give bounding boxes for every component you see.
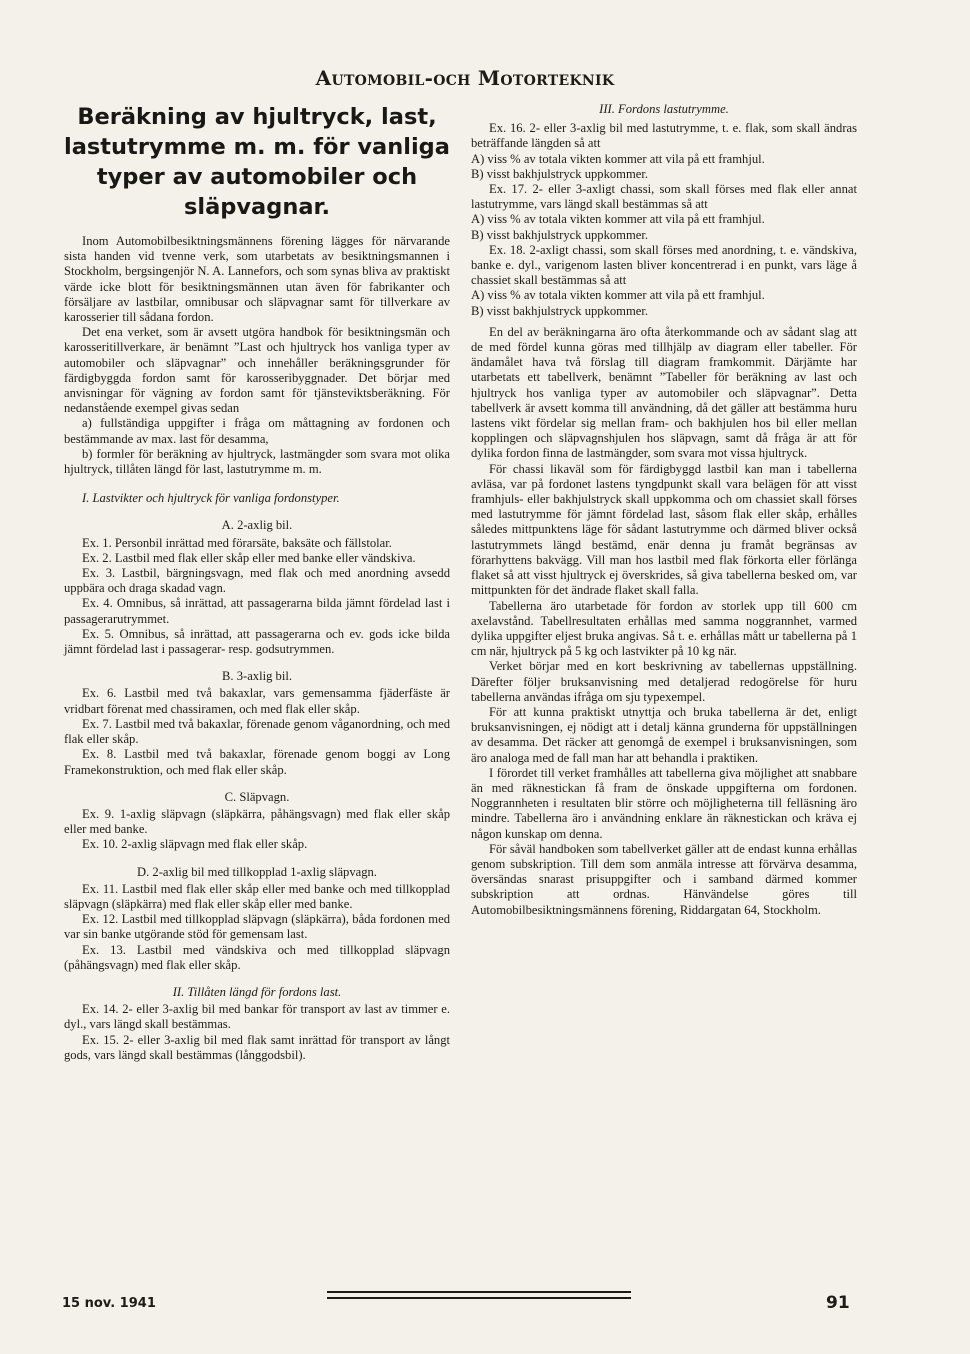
group-heading: D. 2-axlig bil med tillkopplad 1-axlig släpvagn.	[137, 864, 377, 879]
example-option: B) visst bakhjulstryck uppkommer.	[471, 227, 649, 242]
example-item: Ex. 2. Lastbil med flak eller skåp eller med banke eller vändskiva.	[82, 550, 416, 565]
article-title: Beräkning av hjultryck, last, lastutrymme m. m. för vanliga typer av automobiler och släpvagnar.	[64, 104, 450, 220]
example-item: Ex. 5. Omnibus, så inrättad, att passagerarna och ev. gods icke bilda jämnt fördelad last i passagerar- resp. godsutrymmen.	[64, 626, 450, 657]
intro-paragraph: Inom Automobilbesiktningsmännens förening lägges för närvarande sista handen vid tvenne verk, som utarbetats av besiktningsmannen i Stockholm, bergsingenjör N. A. Lannefors, och som synas bliva av praktiskt värde icke blott för besiktningsmännen utan även för fabrikanter och försäljare av lastbilar, omnibusar och släpvagnar samt för tillverkare av karosserier till sådana fordon.	[64, 234, 450, 325]
example-item: Ex. 18. 2-axligt chassi, som skall förses med anordning, t. e. vändskiva, banke e. dyl., varigenom lasten bliver koncentrerad i en punkt, vars läge å chassiet skall bestämmas så att	[471, 242, 857, 288]
footer-rule	[327, 1297, 631, 1299]
body-paragraph: En del av beräkningarna äro ofta återkommande och av sådant slag att de med fördel kunna göras med tillhjälp av diagram eller tabeller. För ändamålet hava två förslag till diagram framkommit. Därjämte har utarbetats ett tabellverk, benämnt ”Tabeller för beräkning av last och hjultryck hos vanliga typer av automobiler och släpvagnar”. Detta tabellverk är avsett komma till användning, då det gäller att bestämma huru lastens vikt fördelar sig mellan fram- och bakhjulen hos bil eller mellan kopplingen och släpvagnshjulen hos släpvagn, samt då fråga är att för dylika fordon finna de lastmängder, som svara mot vissa hjultryck.	[471, 324, 857, 461]
example-item: Ex. 15. 2- eller 3-axlig bil med flak samt inrättad för transport av långt gods, vars längd skall bestämmas (långgodsbil).	[64, 1032, 450, 1062]
group-heading: A. 2-axlig bil.	[221, 518, 293, 533]
section-heading: III. Fordons lastutrymme.	[599, 102, 729, 116]
section-heading: I. Lastvikter och hjultryck för vanliga fordonstyper.	[82, 491, 340, 506]
example-option: A) viss % av totala vikten kommer att vila på ett framhjul.	[471, 212, 765, 227]
intro-paragraph: Det ena verket, som är avsett utgöra handbok för besiktningsmän och karosseritillverkare, är benämnt ”Last och hjultryck hos vanliga typer av automobiler och släpvagnar” och innehåller beräkningsgrunder för färdigbyggda fordon samt för karosseribyggnader. Det börjar med anvisningar för vägning av fordon samt för tjänsteviktsberäkning. För nedanstående exempel givas sedan	[64, 325, 450, 416]
group-heading: B. 3-axlig bil.	[222, 669, 292, 684]
example-option: B) visst bakhjulstryck uppkommer.	[471, 166, 649, 181]
example-item: Ex. 12. Lastbil med tillkopplad släpvagn (släpkärra), båda fordonen med var sin banke utgörande stöd för gemensam last.	[64, 912, 450, 942]
example-item: Ex. 10. 2-axlig släpvagn med flak eller skåp.	[82, 837, 308, 852]
example-item: Ex. 13. Lastbil med vändskiva och med tillkopplad släpvagn (påhängsvagn) med flak eller skåp.	[64, 942, 450, 972]
intro-list-item: b) formler för beräkning av hjultryck, lastmängder som svara mot olika hjultryck, tillåten längd för last, lastutrymme m. m.	[64, 446, 450, 477]
example-item: Ex. 17. 2- eller 3-axligt chassi, som skall förses med flak eller annat lastutrymme, vars längd skall bestämmas så att	[471, 182, 857, 212]
masthead: Automobil-och Motorteknik	[315, 66, 615, 90]
section-heading: II. Tillåten längd för fordons last.	[172, 984, 342, 999]
page-number: 91	[826, 1293, 850, 1313]
example-item: Ex. 16. 2- eller 3-axlig bil med lastutrymme, t. e. flak, som skall ändras beträffande längden så att	[471, 121, 857, 151]
group-heading: C. Släpvagn.	[224, 789, 290, 804]
example-item: Ex. 6. Lastbil med två bakaxlar, vars gemensamma fjäderfäste är vridbart förenat med chassiramen, och med flak eller skåp.	[64, 686, 450, 716]
example-item: Ex. 9. 1-axlig släpvagn (släpkärra, påhängsvagn) med flak eller skåp eller med banke.	[64, 806, 450, 837]
example-item: Ex. 8. Lastbil med två bakaxlar, förenade genom boggi av Long Framekonstruktion, och med flak eller skåp.	[64, 747, 450, 777]
right-column	[471, 102, 857, 918]
footer-rule	[327, 1291, 631, 1293]
issue-date: 15 nov. 1941	[62, 1296, 156, 1311]
body-paragraph: För att kunna praktiskt utnyttja och bruka tabellerna är det, enligt bruksanvisningen, ej nödigt att i detalj känna grunderna för uppställningen av desamma. Det räcker att genomgå de exempel i bruksanvisningen, som äro analoga med de fall man har att behandla i praktiken.	[471, 704, 857, 765]
example-item: Ex. 1. Personbil inrättad med förarsäte, baksäte och fällstolar.	[82, 535, 392, 550]
body-paragraph: Verket börjar med en kort beskrivning av tabellernas uppställning. Därefter följer bruksanvisning med detaljerad redogörelse för huru tabellerna användas ifråga om sju typexempel.	[471, 659, 857, 704]
example-option: B) visst bakhjulstryck uppkommer.	[471, 303, 649, 318]
example-item: Ex. 4. Omnibus, så inrättad, att passagerarna bilda jämnt fördelad last i passagerarutrymmet.	[64, 596, 450, 626]
left-column	[64, 102, 450, 1063]
intro-list-item: a) fullständiga uppgifter i fråga om måttagning av fordonen och bestämmande av max. last för desamma,	[64, 416, 450, 446]
example-item: Ex. 14. 2- eller 3-axlig bil med bankar för transport av last av timmer e. dyl., vars längd skall bestämmas.	[64, 1002, 450, 1032]
example-option: A) viss % av totala vikten kommer att vila på ett framhjul.	[471, 288, 765, 303]
example-item: Ex. 3. Lastbil, bärgningsvagn, med flak och med anordning avsedd uppbära och draga skadad vagn.	[64, 566, 450, 596]
example-item: Ex. 7. Lastbil med två bakaxlar, förenade genom våganordning, och med flak eller skåp.	[64, 716, 450, 747]
example-item: Ex. 11. Lastbil med flak eller skåp eller med banke och med tillkopplad släpvagn (släpkärra) med flak eller skåp eller med banke.	[64, 881, 450, 911]
body-paragraph: Tabellerna äro utarbetade för fordon av storlek upp till 600 cm axelavstånd. Tabellresultaten erhållas med samma noggrannhet, varmed dylika uppgifter eljest bruka angivas. Så t. e. erhållas mått ur tabellerna på 1 cm när, hjultryck på 5 kg och lastvikter på 10 kg när.	[471, 598, 857, 659]
body-paragraph: I förordet till verket framhålles att tabellerna giva möjlighet att snabbare än med räknestickan få fram de önskade uppgifterna om fordonen. Noggrannheten i resultaten blir större och möjligheterna till felläsning äro mindre. Tabellerna äro i användning enklare än räknestickan och kräva ej någon kunskap om denna.	[471, 765, 857, 841]
body-paragraph: För såväl handboken som tabellverket gäller att de endast kunna erhållas genom subskription. Till dem som anmäla intresse att förvärva desamma, översändas snarast prisuppgifter och i samband därmed kommer subskription att ordnas. Hänvändelse göres till Automobilbesiktningsmännens förening, Riddargatan 64, Stockholm.	[471, 841, 857, 917]
example-option: A) viss % av totala vikten kommer att vila på ett framhjul.	[471, 151, 765, 166]
body-paragraph: För chassi likaväl som för färdigbyggd lastbil kan man i tabellerna avläsa, var på fordonet lastens tyngdpunkt skall vara belägen för att visst framhjuls- eller bakhjulstryck skall uppkomma och om chassiet skall förses med lastutrymme för jämnt fördelad last, såsom flak eller skåp, erhålles således mittpunktens läge för sådant lastutrymme och därmed bliver också lastutrymmets längd bestämd, enär denna ju framåt begränsas av förarhyttens bakvägg. Vill man hos lastbil med flak förkorta eller förlänga flaket så att visst hjultryck ej överskrides, så giva tabellerna besked om, var mittpunkten för det ändrade flaket skall falla.	[471, 461, 857, 598]
